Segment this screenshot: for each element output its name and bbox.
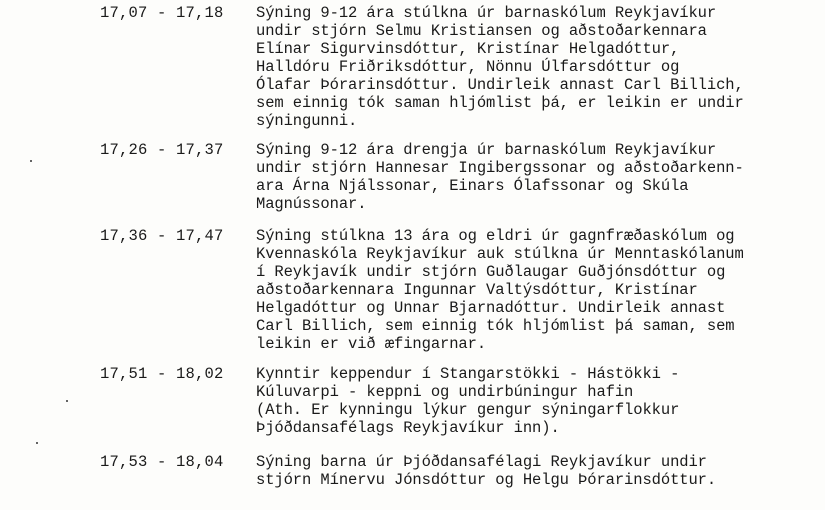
entry-description [256, 227, 816, 353]
time-range: 17,07 - 17,18 [100, 4, 224, 22]
text-line: Ólafar Þórarinsdóttur. Undirleik annast Carl Billich, [256, 76, 744, 94]
text-line: leikin er við æfingarnar. [256, 335, 487, 353]
text-line: Halldóru Friðriksdóttur, Nönnu Úlfarsdóttur og [256, 58, 680, 76]
text-line: undir stjórn Selmu Kristiansen og aðstoðarkennara [256, 22, 707, 40]
text-line: undir stjórn Hannesar Ingibergssonar og aðstoðarkenn- [256, 159, 744, 177]
text-line: aðstoðarkennara Ingunnar Valtýsdóttur, Kristínar [256, 281, 698, 299]
entry-description [256, 365, 816, 437]
ink-speck [66, 400, 68, 402]
text-line: Sýning 9-12 ára drengja úr barnaskólum Reykjavíkur [256, 141, 717, 159]
entry-description [256, 453, 816, 489]
text-line: Kynntir keppendur í Stangarstökki - Hástökki - [256, 365, 680, 383]
ink-speck [30, 160, 32, 162]
text-line: Sýning stúlkna 13 ára og eldri úr gagnfræðaskólum og [256, 227, 735, 245]
text-line: Sýning barna úr Þjóðdansafélagi Reykjavíkur undir [256, 453, 707, 471]
text-line: Helgadóttur og Unnar Bjarnadóttur. Undirleik annast [256, 299, 726, 317]
text-line: Kvennaskóla Reykjavíkur auk stúlkna úr Menntaskólanum [256, 245, 744, 263]
time-range: 17,36 - 17,47 [100, 227, 224, 245]
entry-description [256, 4, 816, 130]
text-line: sem einnig tók saman hljómlist þá, er leikin er undir [256, 94, 744, 112]
text-line: í Reykjavík undir stjórn Guðlaugar Guðjónsdóttur og [256, 263, 726, 281]
text-line: Þjóðdansafélags Reykjavíkur inn). [256, 419, 560, 437]
text-line: Kúluvarpi - keppni og undirbúningur hafin [256, 383, 634, 401]
text-line: Magnússonar. [256, 195, 367, 213]
text-line: (Ath. Er kynningu lýkur gengur sýningarflokkur [256, 401, 680, 419]
text-line: Carl Billich, sem einnig tók hljómlist þá saman, sem [256, 317, 735, 335]
text-line: ara Árna Njálssonar, Einars Ólafssonar og Skúla [256, 177, 689, 195]
time-range: 17,26 - 17,37 [100, 141, 224, 159]
text-line: Elínar Sigurvinsdóttur, Kristínar Helgadóttur, [256, 40, 680, 58]
time-range: 17,53 - 18,04 [100, 453, 224, 471]
text-line: stjórn Mínervu Jónsdóttur og Helgu Þórarinsdóttur. [256, 471, 717, 489]
entry-description [256, 141, 816, 213]
time-range: 17,51 - 18,02 [100, 365, 224, 383]
text-line: Sýning 9-12 ára stúlkna úr barnaskólum Reykjavíkur [256, 4, 717, 22]
ink-speck [36, 442, 38, 444]
text-line: sýningunni. [256, 112, 358, 130]
